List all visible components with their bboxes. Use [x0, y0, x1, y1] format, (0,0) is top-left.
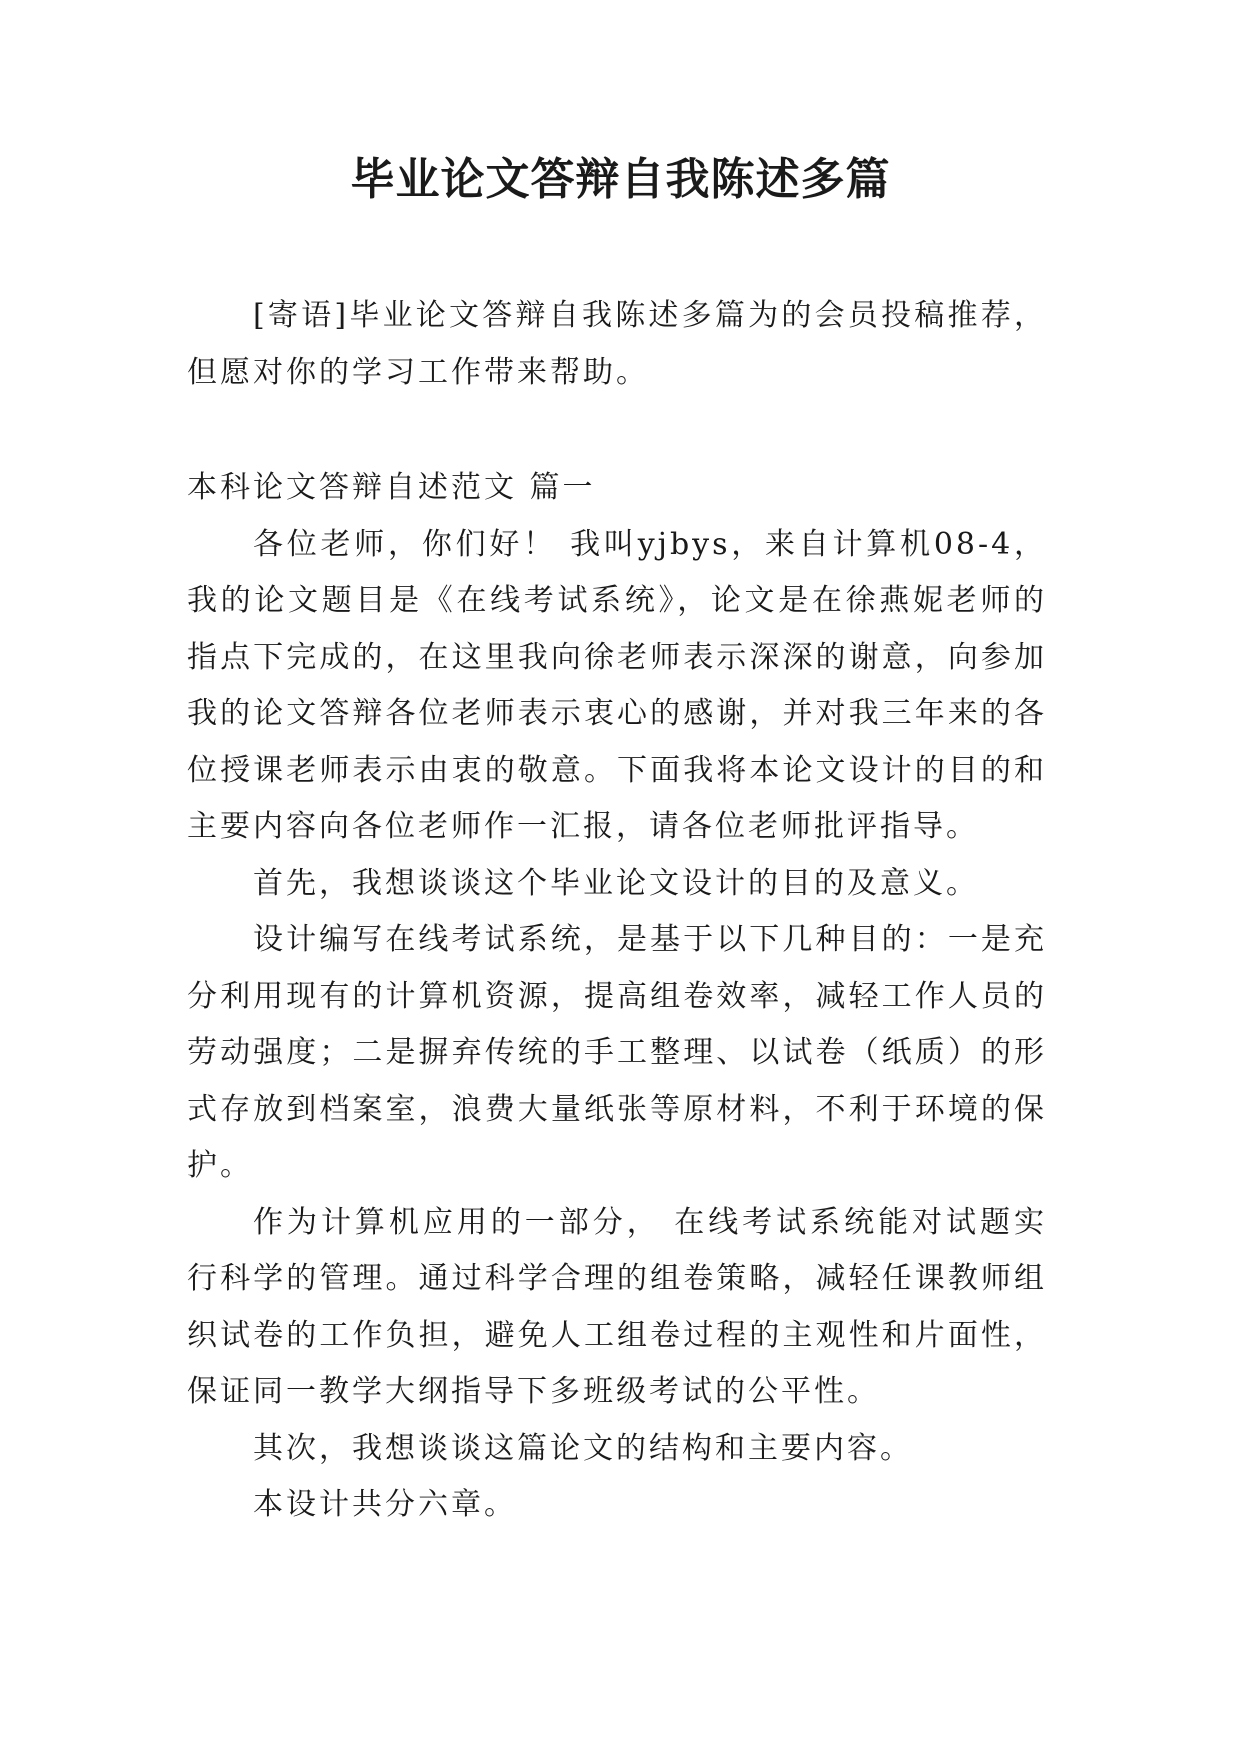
paragraph: 本设计共分六章。 [253, 1487, 517, 1522]
paragraph: 作为计算机应用的一部分， 在线考试系统能对试题实行科学的管理。通过科学合理的组卷策略，减轻任课教师组织试卷的工作负担，避免人工组卷过程的主观性和片面性，保证同一教学大纲指导下多班级考试的公平性。 [187, 1204, 1047, 1409]
paragraph: 各位老师，你们好！ 我叫yjbys，来自计算机08-4，我的论文题目是《在线考试系统》，论文是在徐燕妮老师的指点下完成的，在这里我向徐老师表示深深的谢意，向参加我的论文答辩各位老师表示衷心的感谢，并对我三年来的各位授课老师表示由衷的敬意。下面我将本论文设计的目的和主要内容向各位老师作一汇报，请各位老师批评指导。 [187, 526, 1047, 844]
section-heading: 本科论文答辩自述范文 篇一 [187, 470, 596, 505]
paragraph: 其次，我想谈谈这篇论文的结构和主要内容。 [253, 1430, 913, 1466]
paragraph: 首先，我想谈谈这个毕业论文设计的目的及意义。 [253, 865, 979, 901]
intro-block [187, 288, 1047, 401]
document-title: 毕业论文答辩自我陈述多篇 [350, 154, 891, 205]
intro-paragraph: [寄语]毕业论文答辩自我陈述多篇为的会员投稿推荐，但愿对你的学习工作带来帮助。 [187, 298, 1047, 390]
content-block [187, 460, 1047, 1534]
paragraph: 设计编写在线考试系统，是基于以下几种目的：一是充分利用现有的计算机资源，提高组卷效率，减轻工作人员的劳动强度；二是摒弃传统的手工整理、以试卷（纸质）的形式存放到档案室，浪费大量纸张等原材料，不利于环境的保护。 [187, 922, 1047, 1183]
